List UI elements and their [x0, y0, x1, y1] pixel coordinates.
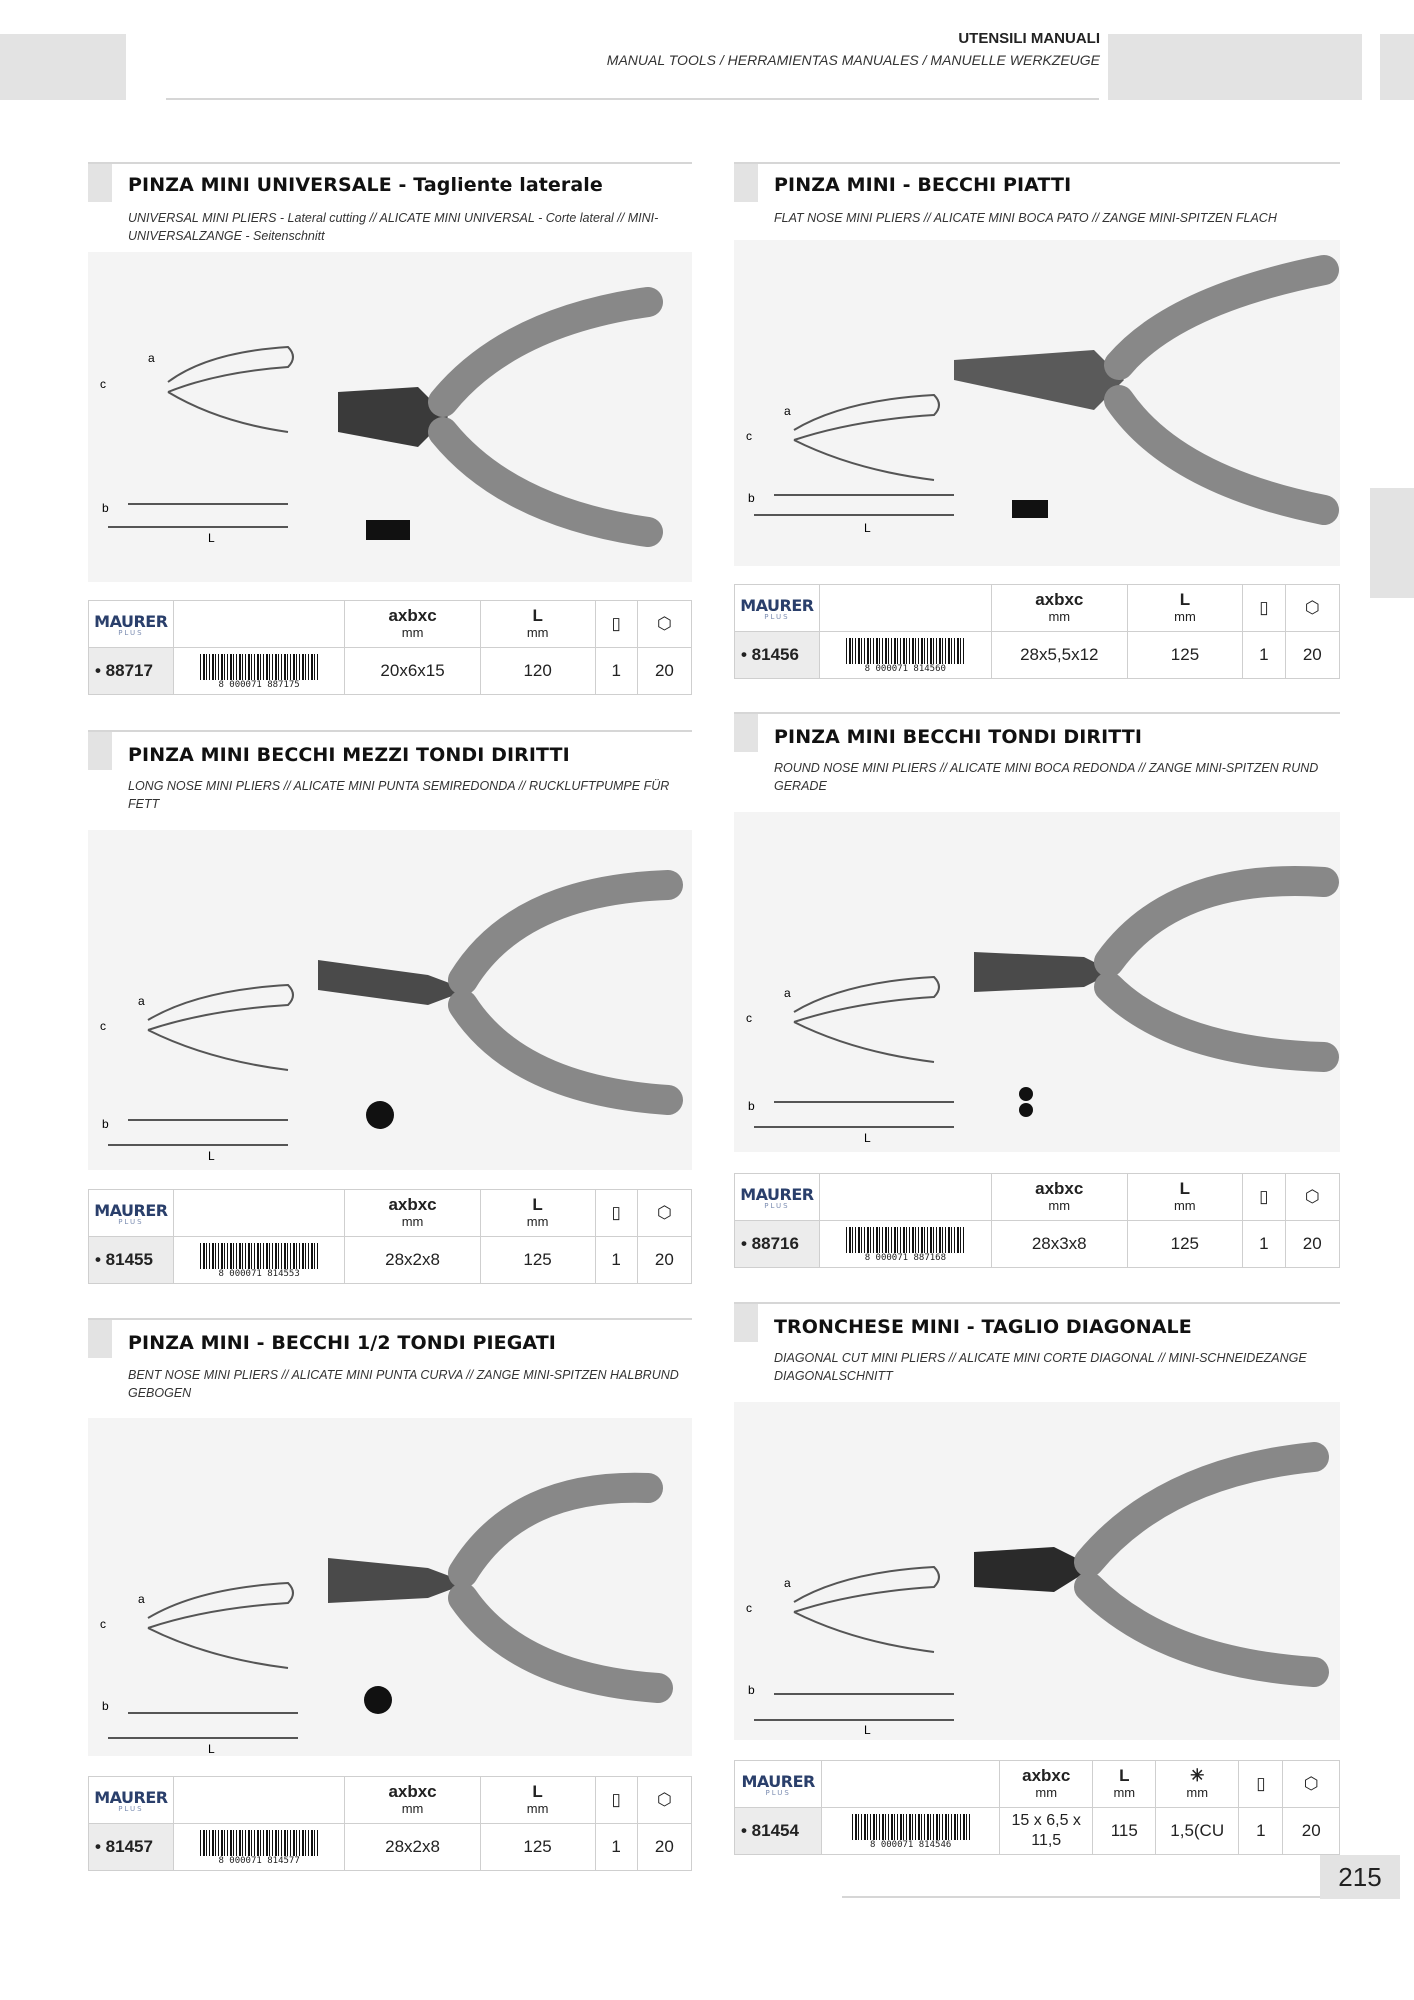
svg-text:a: a [784, 404, 791, 418]
svg-text:b: b [748, 491, 755, 505]
svg-text:L: L [864, 1723, 871, 1737]
dims-value: 28x3x8 [991, 1221, 1127, 1268]
product-code: • 88716 [735, 1221, 820, 1268]
product-subtitle: DIAGONAL CUT MINI PLIERS // ALICATE MINI CORTE DIAGONAL // MINI-SCHNEIDEZANGE DIAGONALSCHNITT [774, 1351, 1307, 1383]
dims-value: 28x5,5x12 [991, 632, 1127, 679]
length-header: L mm [480, 1777, 595, 1824]
barcode: 8 000071 814560 [819, 632, 991, 679]
dims-value: 28x2x8 [345, 1824, 480, 1871]
spec-table [734, 1760, 1340, 1855]
title-marker [88, 1320, 112, 1358]
product-divider [88, 162, 692, 164]
product-subtitle: UNIVERSAL MINI PLIERS - Lateral cutting // ALICATE MINI UNIVERSAL - Corte lateral // MINI-UNIVERSALZANGE - Seitenschnitt [128, 211, 659, 243]
svg-text:L: L [208, 1742, 215, 1756]
carton-icon: ⬡ [1283, 1761, 1340, 1808]
product-subtitle: BENT NOSE MINI PLIERS // ALICATE MINI PUNTA CURVA // ZANGE MINI-SPITZEN HALBRUND GEBOGEN [128, 1368, 679, 1400]
spec-table [88, 1189, 692, 1284]
length-header: L mm [480, 601, 595, 648]
title-marker [734, 714, 758, 752]
cut-capacity-header: ✳ mm [1156, 1761, 1239, 1808]
svg-text:L: L [208, 531, 215, 545]
product-code: • 88717 [89, 648, 174, 695]
product-photo [734, 240, 1340, 566]
barcode: 8 000071 814553 [173, 1237, 345, 1284]
barcode: 8 000071 887175 [173, 648, 345, 695]
brand-logo: MAURER PLUS [735, 1761, 822, 1808]
product-title: PINZA MINI BECCHI MEZZI TONDI DIRITTI [128, 744, 570, 766]
length-value: 125 [480, 1237, 595, 1284]
length-header: L mm [480, 1190, 595, 1237]
svg-text:b: b [748, 1099, 755, 1113]
svg-text:L: L [864, 521, 871, 535]
barcode: 8 000071 814577 [173, 1824, 345, 1871]
product-title: PINZA MINI - BECCHI PIATTI [774, 174, 1072, 196]
qty1-value: 1 [1239, 1808, 1283, 1855]
svg-text:L: L [864, 1131, 871, 1145]
header-divider [166, 98, 1099, 100]
length-header: L mm [1093, 1761, 1156, 1808]
carton-icon: ⬡ [1285, 1174, 1339, 1221]
pliers-illustration [734, 1402, 1340, 1740]
product-subtitle: ROUND NOSE MINI PLIERS // ALICATE MINI BOCA REDONDA // ZANGE MINI-SPITZEN RUND GERADE [774, 761, 1319, 793]
brand-logo: MAURER PLUS [89, 1190, 174, 1237]
svg-text:c: c [100, 1019, 106, 1033]
brand-logo: MAURER PLUS [89, 1777, 174, 1824]
box-icon: ▯ [1243, 585, 1285, 632]
pliers-illustration [734, 812, 1340, 1152]
product-divider [734, 712, 1340, 714]
qty2-value: 20 [1285, 1221, 1339, 1268]
header-right-block [1108, 34, 1362, 100]
footer-divider [842, 1896, 1332, 1898]
svg-text:a: a [138, 994, 145, 1008]
side-tab [1370, 488, 1414, 598]
spec-table [88, 600, 692, 695]
length-header: L mm [1127, 1174, 1243, 1221]
page-number: 215 [1320, 1855, 1400, 1899]
product-subtitle: FLAT NOSE MINI PLIERS // ALICATE MINI BOCA PATO // ZANGE MINI-SPITZEN FLACH [774, 211, 1277, 225]
brand-logo: MAURER PLUS [89, 601, 174, 648]
brand-logo: MAURER PLUS [735, 585, 820, 632]
cut-capacity-value: 1,5(CU [1156, 1808, 1239, 1855]
length-value: 125 [480, 1824, 595, 1871]
dims-header: axbxc mm [991, 1174, 1127, 1221]
svg-text:b: b [102, 1699, 109, 1713]
svg-text:L: L [208, 1149, 215, 1163]
length-header: L mm [1127, 585, 1242, 632]
qty2-value: 20 [637, 1237, 691, 1284]
pliers-illustration [88, 830, 692, 1170]
spec-table [734, 584, 1340, 679]
product-photo [88, 252, 692, 582]
svg-text:c: c [746, 429, 752, 443]
svg-text:c: c [100, 1617, 106, 1631]
svg-text:b: b [102, 1117, 109, 1131]
pliers-illustration [88, 252, 692, 582]
product-divider [88, 1318, 692, 1320]
svg-text:c: c [100, 377, 106, 391]
box-icon: ▯ [595, 1190, 637, 1237]
carton-icon: ⬡ [637, 1190, 691, 1237]
pliers-illustration [734, 240, 1340, 566]
carton-icon: ⬡ [1285, 585, 1339, 632]
product-photo [734, 1402, 1340, 1740]
product-title: TRONCHESE MINI - TAGLIO DIAGONALE [774, 1316, 1192, 1338]
dims-header: axbxc mm [345, 601, 480, 648]
svg-text:b: b [748, 1683, 755, 1697]
product-photo [734, 812, 1340, 1152]
product-code: • 81455 [89, 1237, 174, 1284]
product-photo [88, 830, 692, 1170]
svg-text:a: a [138, 1592, 145, 1606]
spec-table [734, 1173, 1340, 1268]
svg-text:b: b [102, 501, 109, 515]
qty1-value: 1 [595, 648, 637, 695]
box-icon: ▯ [1243, 1174, 1285, 1221]
product-title: PINZA MINI - BECCHI 1/2 TONDI PIEGATI [128, 1332, 556, 1354]
barcode: 8 000071 887168 [819, 1221, 991, 1268]
length-value: 125 [1127, 632, 1242, 679]
svg-text:c: c [746, 1601, 752, 1615]
product-title: PINZA MINI UNIVERSALE - Tagliente laterale [128, 174, 603, 196]
title-marker [88, 164, 112, 202]
title-marker [734, 164, 758, 202]
qty1-value: 1 [1243, 632, 1285, 679]
product-subtitle: LONG NOSE MINI PLIERS // ALICATE MINI PUNTA SEMIREDONDA // RUCKLUFTPUMPE FÜR FETT [128, 779, 670, 811]
qty2-value: 20 [1283, 1808, 1340, 1855]
dims-value: 15 x 6,5 x 11,5 [999, 1808, 1092, 1855]
section-title: UTENSILI MANUALI [958, 30, 1100, 47]
product-divider [734, 162, 1340, 164]
length-value: 120 [480, 648, 595, 695]
svg-text:a: a [784, 1576, 791, 1590]
box-icon: ▯ [1239, 1761, 1283, 1808]
title-marker [734, 1304, 758, 1342]
carton-icon: ⬡ [637, 1777, 691, 1824]
qty2-value: 20 [637, 1824, 691, 1871]
barcode: 8 000071 814546 [822, 1808, 1000, 1855]
product-code: • 81457 [89, 1824, 174, 1871]
section-subtitle: MANUAL TOOLS / HERRAMIENTAS MANUALES / MANUELLE WERKZEUGE [606, 52, 1100, 68]
svg-text:c: c [746, 1011, 752, 1025]
title-marker [88, 732, 112, 770]
dims-header: axbxc mm [999, 1761, 1092, 1808]
length-value: 115 [1093, 1808, 1156, 1855]
header-edge-block [1380, 34, 1414, 100]
qty1-value: 1 [1243, 1221, 1285, 1268]
dims-header: axbxc mm [345, 1777, 480, 1824]
product-divider [734, 1302, 1340, 1304]
svg-text:a: a [148, 351, 155, 365]
qty2-value: 20 [637, 648, 691, 695]
spec-table [88, 1776, 692, 1871]
dims-header: axbxc mm [991, 585, 1127, 632]
dims-value: 20x6x15 [345, 648, 480, 695]
box-icon: ▯ [595, 1777, 637, 1824]
dims-header: axbxc mm [345, 1190, 480, 1237]
qty2-value: 20 [1285, 632, 1339, 679]
product-code: • 81454 [735, 1808, 822, 1855]
box-icon: ▯ [595, 601, 637, 648]
product-divider [88, 730, 692, 732]
header-left-block [0, 34, 126, 100]
product-photo [88, 1418, 692, 1756]
qty1-value: 1 [595, 1237, 637, 1284]
length-value: 125 [1127, 1221, 1243, 1268]
svg-text:a: a [784, 986, 791, 1000]
product-title: PINZA MINI BECCHI TONDI DIRITTI [774, 726, 1143, 748]
pliers-illustration [88, 1418, 692, 1756]
brand-logo: MAURER PLUS [735, 1174, 820, 1221]
dims-value: 28x2x8 [345, 1237, 480, 1284]
carton-icon: ⬡ [637, 601, 691, 648]
qty1-value: 1 [595, 1824, 637, 1871]
product-code: • 81456 [735, 632, 820, 679]
